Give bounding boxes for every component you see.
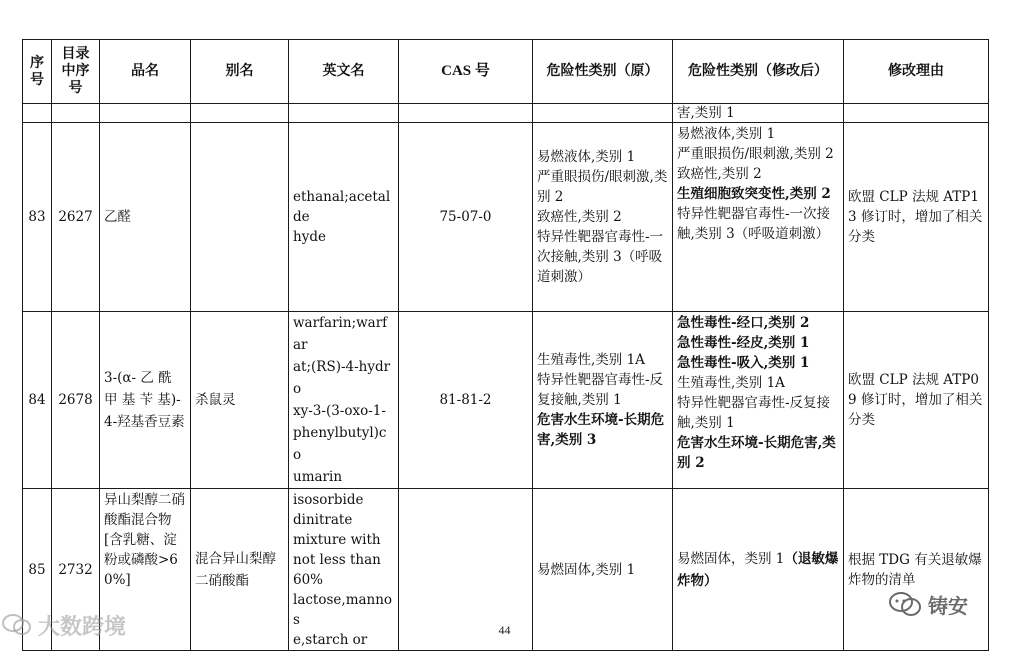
page-number: 44 bbox=[498, 623, 511, 637]
carry-english bbox=[289, 104, 399, 123]
cell-alias: 混合异山梨醇二硝酸酯 bbox=[191, 489, 289, 651]
carry-reason bbox=[844, 104, 989, 123]
english-line: ethanal;acetalde bbox=[293, 189, 391, 225]
cell-name: 3-(α- 乙 酰 甲 基 苄 基)-4-羟基香豆素 bbox=[100, 312, 191, 489]
hazard-table bbox=[22, 39, 989, 651]
hazard-line: 易燃固体,类别 1 bbox=[537, 561, 636, 578]
english-line: e,starch or bbox=[293, 632, 368, 648]
cell-alias: 杀鼠灵 bbox=[191, 312, 289, 489]
cell-seq: 83 bbox=[23, 123, 52, 312]
hazard-line: 易燃液体,类别 1 bbox=[537, 149, 636, 165]
cell-hazard-orig bbox=[533, 312, 673, 489]
carry-cas bbox=[399, 104, 533, 123]
carry-name bbox=[100, 104, 191, 123]
cell-reason: 根据 TDG 有关退敏爆炸物的清单 bbox=[844, 489, 989, 651]
english-line: isosorbide bbox=[293, 492, 364, 508]
cell-dir-seq: 2732 bbox=[52, 489, 100, 651]
cell-reason: 欧盟 CLP 法规 ATP09 修订时，增加了相关分类 bbox=[844, 312, 989, 489]
hazard-line: 急性毒性-吸入,类别 1 bbox=[677, 355, 810, 371]
hazard-line: 特异性靶器官毒性-反复接触,类别 1 bbox=[677, 395, 831, 431]
english-line: hyde bbox=[293, 229, 326, 245]
hazard-line: 特异性靶器官毒性-一次接触,类别 3（呼吸道刺激） bbox=[537, 229, 664, 285]
hazard-line: 危害水生环境-长期危害,类别 2 bbox=[677, 435, 836, 471]
cell-cas: 81-81-2 bbox=[399, 312, 533, 489]
english-line: xy-3-(3-oxo-1- bbox=[293, 403, 386, 419]
english-line: umarin bbox=[293, 469, 343, 485]
hazard-line: 危害水生环境-长期危害,类别 3 bbox=[537, 412, 665, 448]
hazard-line: 特异性靶器官毒性-反复接触,类别 1 bbox=[537, 372, 664, 408]
header-row bbox=[23, 40, 989, 104]
hazard-line: 易燃液体,类别 1 bbox=[677, 126, 776, 142]
english-line: dinitrate bbox=[293, 512, 353, 528]
cell-alias bbox=[191, 123, 289, 312]
chat-bubble-icon bbox=[2, 613, 32, 637]
header-hazard-orig: 危险性类别（原） bbox=[533, 40, 673, 104]
carry-hazard-orig bbox=[533, 104, 673, 123]
hazard-line: 急性毒性-经口,类别 2 bbox=[677, 315, 810, 331]
hazard-line: 严重眼损伤/眼刺激,类别 2 bbox=[537, 169, 668, 205]
cell-hazard-new bbox=[673, 312, 844, 489]
cell-english bbox=[289, 312, 399, 489]
table-row bbox=[23, 123, 989, 312]
watermark-right-text: 铸安 bbox=[928, 593, 968, 618]
hazard-line: 致癌性,类别 2 bbox=[537, 209, 622, 225]
header-name: 品名 bbox=[100, 40, 191, 104]
cell-cas: 75-07-0 bbox=[399, 123, 533, 312]
english-line: at;(RS)-4-hydro bbox=[293, 359, 391, 397]
header-reason: 修改理由 bbox=[844, 40, 989, 104]
cell-seq: 85 bbox=[23, 489, 52, 651]
hazard-line: 致癌性,类别 2 bbox=[677, 166, 762, 182]
english-line: mixture with bbox=[293, 532, 381, 548]
hazard-line: （退敏爆炸物） bbox=[677, 550, 839, 589]
carry-hazard-new: 害,类别 1 bbox=[673, 104, 844, 123]
english-line: phenylbutyl)co bbox=[293, 425, 387, 463]
english-line: 60% bbox=[293, 572, 324, 588]
cell-english bbox=[289, 123, 399, 312]
hazard-line: 严重眼损伤/眼刺激,类别 2 bbox=[677, 146, 834, 162]
header-alias: 别名 bbox=[191, 40, 289, 104]
watermark-left-text: 大数跨境 bbox=[38, 614, 127, 640]
cell-hazard-orig bbox=[533, 123, 673, 312]
hazard-line: 特异性靶器官毒性-一次接触,类别 3（呼吸道刺激） bbox=[677, 206, 831, 242]
hazard-line: 易燃固体，类别 1 bbox=[677, 550, 785, 567]
header-dir-seq: 目录中序号 bbox=[52, 40, 100, 104]
cell-hazard-new bbox=[673, 123, 844, 312]
header-hazard-new: 危险性类别（修改后） bbox=[673, 40, 844, 104]
hazard-line: 急性毒性-经皮,类别 1 bbox=[677, 335, 810, 351]
cell-seq: 84 bbox=[23, 312, 52, 489]
cell-reason: 欧盟 CLP 法规 ATP13 修订时，增加了相关分类 bbox=[844, 123, 989, 312]
hazard-line: 生殖毒性,类别 1A bbox=[677, 375, 785, 391]
cell-name: 异山梨醇二硝酸酯混合物[含乳糖、淀粉或磷酸>60%] bbox=[100, 489, 191, 651]
table-row bbox=[23, 312, 989, 489]
cell-dir-seq: 2627 bbox=[52, 123, 100, 312]
header-seq: 序号 bbox=[23, 40, 52, 104]
hazard-line: 生殖细胞致突变性,类别 2 bbox=[677, 186, 831, 202]
cell-name: 乙醛 bbox=[100, 123, 191, 312]
carry-seq bbox=[23, 104, 52, 123]
header-english: 英文名 bbox=[289, 40, 399, 104]
cell-dir-seq: 2678 bbox=[52, 312, 100, 489]
english-line: warfarin;warfar bbox=[293, 315, 388, 353]
english-line: not less than bbox=[293, 552, 381, 568]
watermark-left bbox=[2, 610, 126, 640]
chat-bubble-icon bbox=[888, 590, 922, 618]
hazard-line: 生殖毒性,类别 1A bbox=[537, 352, 645, 368]
carry-alias bbox=[191, 104, 289, 123]
header-cas: CAS 号 bbox=[399, 40, 533, 104]
english-line: lactose,mannos bbox=[293, 592, 393, 628]
watermark-right bbox=[888, 586, 968, 622]
carry-over-row bbox=[23, 104, 989, 123]
carry-dir-seq bbox=[52, 104, 100, 123]
